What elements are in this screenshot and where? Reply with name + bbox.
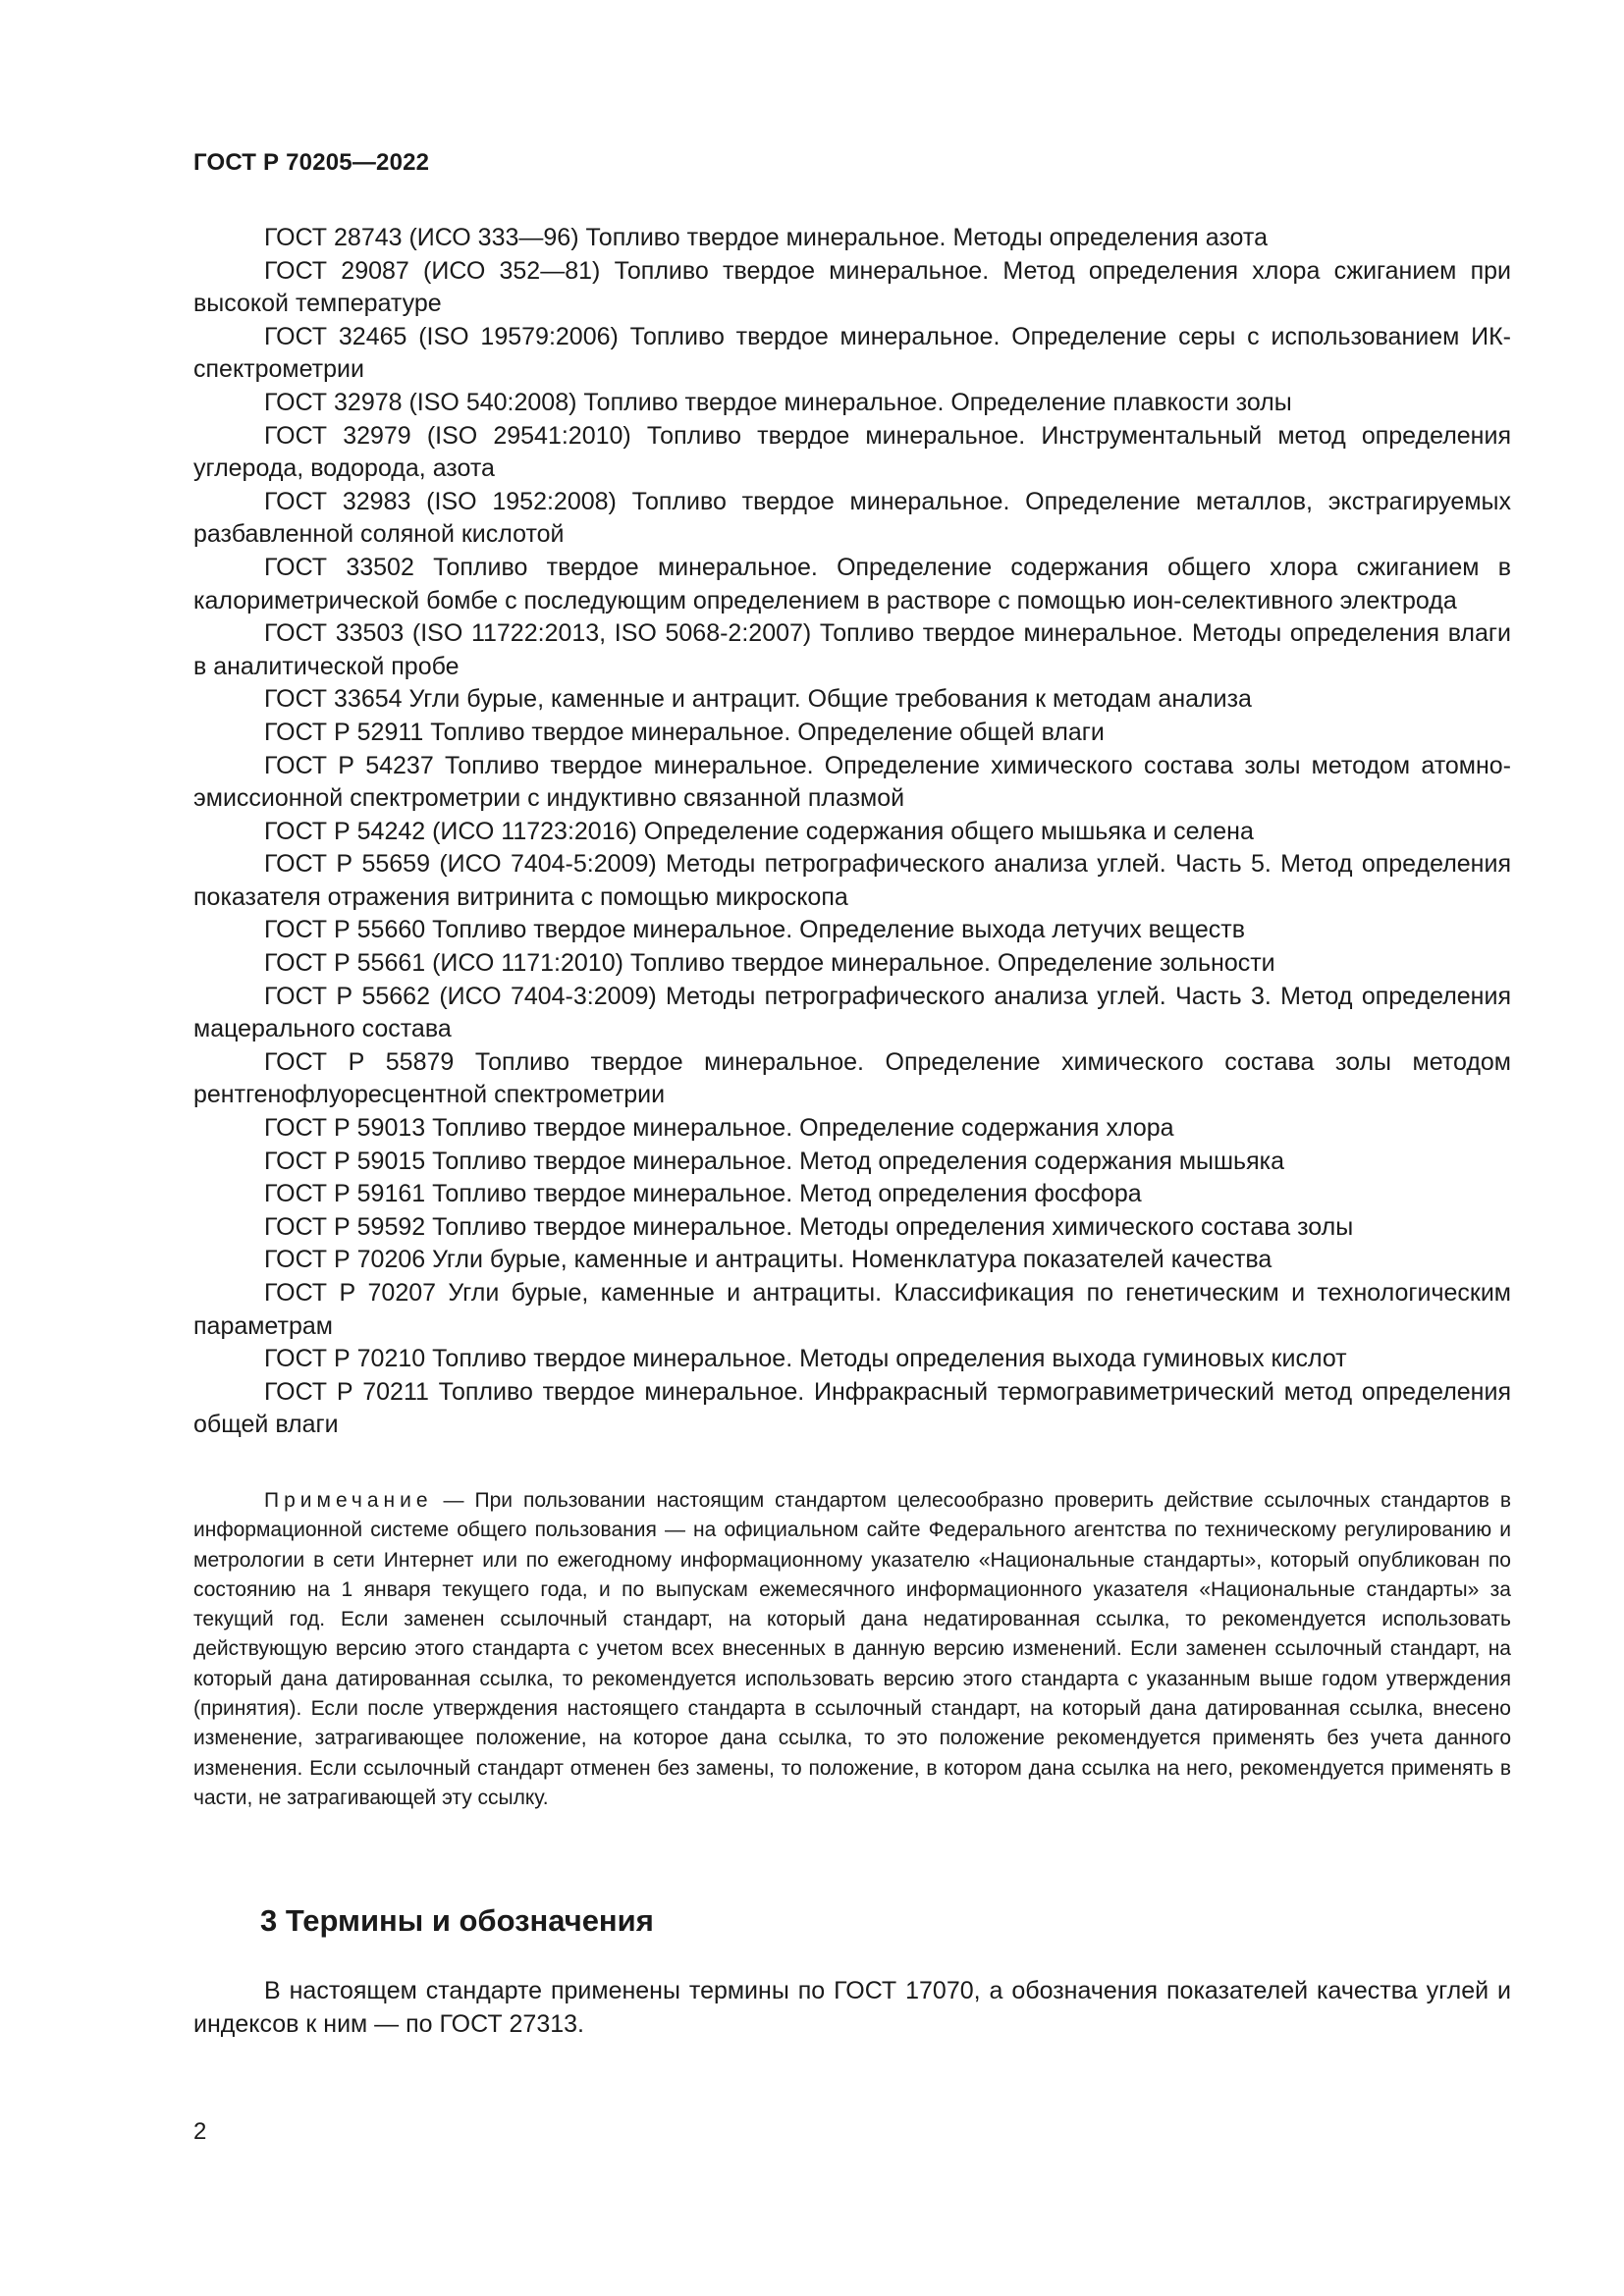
document-code-header: ГОСТ Р 70205—2022 — [193, 149, 430, 176]
page-number: 2 — [193, 2118, 207, 2145]
reference-item: ГОСТ 29087 (ИСО 352—81) Топливо твердое минеральное. Метод определения хлора сжиганием при высокой температуре — [193, 256, 1511, 318]
reference-item: ГОСТ 33502 Топливо твердое минеральное. Определение содержания общего хлора сжиганием в калориметрической бомбе с последующим определением в растворе с помощью ион-селективного электрода — [193, 553, 1511, 614]
reference-item: ГОСТ Р 59013 Топливо твердое минеральное. Определение содержания хлора — [264, 1114, 1174, 1143]
reference-item: ГОСТ Р 52911 Топливо твердое минеральное. Определение общей влаги — [264, 718, 1105, 746]
reference-item: ГОСТ 33503 (ISO 11722:2013, ISO 5068-2:2007) Топливо твердое минеральное. Методы определения влаги в аналитической пробе — [193, 619, 1511, 680]
reference-item: ГОСТ Р 54237 Топливо твердое минеральное. Определение химического состава золы методом атомно-эмиссионной спектрометрии с индуктивно связанной плазмой — [193, 751, 1511, 813]
note-paragraph — [193, 1486, 1511, 1813]
reference-item: ГОСТ Р 70211 Топливо твердое минеральное. Инфракрасный термогравиметрический метод определения общей влаги — [193, 1377, 1511, 1439]
reference-item: ГОСТ 32978 (ISO 540:2008) Топливо твердое минеральное. Определение плавкости золы — [264, 388, 1292, 416]
reference-item: ГОСТ 32983 (ISO 1952:2008) Топливо твердое минеральное. Определение металлов, экстрагируемых разбавленной соляной кислотой — [193, 487, 1511, 549]
section-paragraph: В настоящем стандарте применены термины по ГОСТ 17070, а обозначения показателей качества углей и индексов к ним — по ГОСТ 27313. — [193, 1977, 1511, 2038]
reference-item: ГОСТ Р 59592 Топливо твердое минеральное. Методы определения химического состава золы — [264, 1212, 1354, 1241]
reference-item: ГОСТ Р 54242 (ИСО 11723:2016) Определение содержания общего мышьяка и селена — [264, 817, 1254, 845]
reference-item: ГОСТ 32465 (ISO 19579:2006) Топливо твердое минеральное. Определение серы с использованием ИК-спектрометрии — [193, 322, 1511, 384]
reference-item: ГОСТ Р 55662 (ИСО 7404-3:2009) Методы петрографического анализа углей. Часть 3. Метод определения мацерального состава — [193, 982, 1511, 1043]
section-title: 3 Термины и обозначения — [260, 1903, 654, 1938]
note-label: Примечание — [264, 1489, 433, 1512]
normative-references-list — [193, 222, 1511, 1442]
reference-item: ГОСТ 32979 (ISO 29541:2010) Топливо твердое минеральное. Инструментальный метод определения углерода, водорода, азота — [193, 421, 1511, 483]
note-text: — При пользовании настоящим стандартом целесообразно проверить действие ссылочных стандартов в информационной системе общего пользования — на официальном сайте Федерального агентства по техническому регулированию и метрологии в сети Интернет или по ежегодному информационному указателю «Национальные стандарты», который опубликован по состоянию на 1 января текущего года, и по выпускам ежемесячного информационного указателя «Национальные стандарты» за текущий год. Если заменен ссылочный стандарт, на который дана недатированная ссылка, то рекомендуется использовать действующую версию этого стандарта с учетом всех внесенных в данную версию изменений. Если заменен ссылочный стандарт, на который дана датированная ссылка, то рекомендуется использовать версию этого стандарта с указанным выше годом утверждения (принятия). Если после утверждения настоящего стандарта в ссылочный стандарт, на который дана датированная ссылка, внесено изменение, затрагивающее положение, на которое дана ссылка, то это положение рекомендуется применять без учета данного изменения. Если ссылочный стандарт отменен без замены, то положение, в котором дана ссылка на него, рекомендуется применять в части, не затрагивающей эту ссылку. — [193, 1489, 1511, 1809]
reference-item: ГОСТ 33654 Угли бурые, каменные и антрацит. Общие требования к методам анализа — [264, 685, 1252, 714]
reference-item: ГОСТ Р 70206 Угли бурые, каменные и антрациты. Номенклатура показателей качества — [264, 1246, 1272, 1274]
reference-item: ГОСТ Р 55661 (ИСО 1171:2010) Топливо твердое минеральное. Определение зольности — [264, 949, 1275, 978]
reference-item: ГОСТ Р 59161 Топливо твердое минеральное. Метод определения фосфора — [264, 1180, 1142, 1208]
reference-item: ГОСТ Р 70207 Угли бурые, каменные и антрациты. Классификация по генетическим и технологическим параметрам — [193, 1279, 1511, 1340]
reference-item: ГОСТ Р 70210 Топливо твердое минеральное. Методы определения выхода гуминовых кислот — [264, 1345, 1347, 1373]
reference-item: ГОСТ Р 59015 Топливо твердое минеральное. Метод определения содержания мышьяка — [264, 1147, 1285, 1175]
reference-item: ГОСТ 28743 (ИСО 333—96) Топливо твердое минеральное. Методы определения азота — [264, 224, 1268, 251]
reference-item: ГОСТ Р 55879 Топливо твердое минеральное. Определение химического состава золы методом рентгенофлуоресцентной спектрометрии — [193, 1047, 1511, 1109]
reference-item: ГОСТ Р 55660 Топливо твердое минеральное. Определение выхода летучих веществ — [264, 916, 1246, 944]
reference-item: ГОСТ Р 55659 (ИСО 7404-5:2009) Методы петрографического анализа углей. Часть 5. Метод определения показателя отражения витринита с помощью микроскопа — [193, 850, 1511, 911]
